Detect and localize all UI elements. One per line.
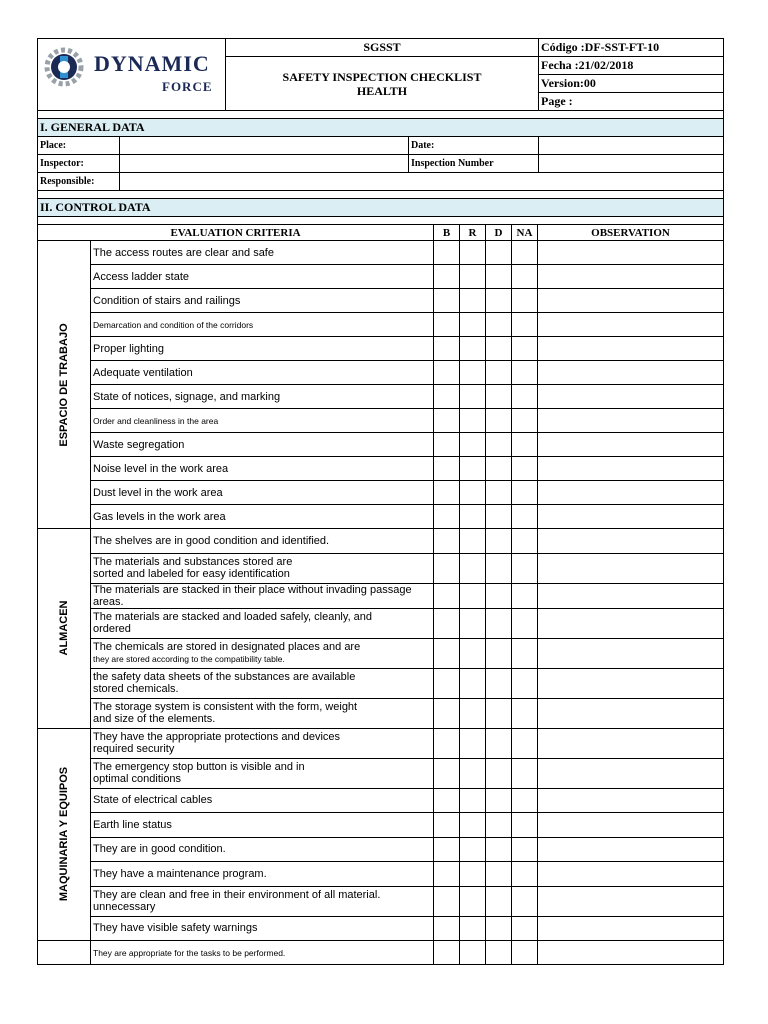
rating-r-cell[interactable] [460, 265, 486, 289]
group-label: MAQUINARIA Y EQUIPOS [58, 767, 70, 902]
criteria-table [37, 224, 724, 965]
rating-b-cell[interactable] [434, 608, 460, 638]
rating-na-cell[interactable] [512, 337, 538, 361]
rating-b-cell[interactable] [434, 788, 460, 813]
col-b-header: B [434, 225, 460, 241]
rating-d-cell[interactable] [486, 698, 512, 728]
rating-b-cell[interactable] [434, 265, 460, 289]
responsible-label: Responsible: [38, 173, 120, 191]
observation-cell[interactable] [538, 385, 724, 409]
observation-cell[interactable] [538, 361, 724, 385]
rating-b-cell[interactable] [434, 361, 460, 385]
rating-na-cell[interactable] [512, 433, 538, 457]
company-logo [38, 39, 226, 111]
document-date: Fecha :21/02/2018 [539, 57, 724, 75]
criteria-text-line: the safety data sheets of the substances are available [93, 671, 356, 683]
criteria-text-line: required security [93, 743, 175, 755]
observation-cell[interactable] [538, 529, 724, 554]
rating-d-cell[interactable] [486, 813, 512, 838]
criteria-text [91, 265, 434, 289]
rating-na-cell[interactable] [512, 505, 538, 529]
criteria-text [91, 385, 434, 409]
criteria-text [91, 289, 434, 313]
rating-d-cell[interactable] [486, 728, 512, 758]
rating-na-cell[interactable] [512, 862, 538, 887]
rating-r-cell[interactable] [460, 505, 486, 529]
criteria-text-line: Demarcation and condition of the corridors [93, 319, 254, 330]
rating-na-cell[interactable] [512, 941, 538, 965]
criteria-row [38, 788, 724, 813]
criteria-text [91, 361, 434, 385]
criteria-text-line: Noise level in the work area [93, 462, 229, 475]
rating-na-cell[interactable] [512, 698, 538, 728]
criteria-row [38, 409, 724, 433]
rating-b-cell[interactable] [434, 813, 460, 838]
criteria-text [91, 813, 434, 838]
col-d-header: D [486, 225, 512, 241]
rating-r-cell[interactable] [460, 553, 486, 583]
rating-b-cell[interactable] [434, 638, 460, 668]
responsible-field[interactable] [120, 173, 724, 191]
rating-na-cell[interactable] [512, 886, 538, 916]
criteria-row [38, 481, 724, 505]
place-label: Place: [38, 137, 120, 155]
criteria-row [38, 837, 724, 862]
observation-cell[interactable] [538, 728, 724, 758]
criteria-text-line: Earth line status [93, 818, 172, 831]
rating-na-cell[interactable] [512, 481, 538, 505]
criteria-row [38, 433, 724, 457]
criteria-text [91, 457, 434, 481]
rating-r-cell[interactable] [460, 385, 486, 409]
document-page: Page : [539, 93, 724, 111]
observation-cell[interactable] [538, 886, 724, 916]
rating-r-cell[interactable] [460, 337, 486, 361]
rating-b-cell[interactable] [434, 668, 460, 698]
rating-r-cell[interactable] [460, 668, 486, 698]
rating-r-cell[interactable] [460, 698, 486, 728]
group-label: ALMACEN [58, 600, 70, 656]
rating-r-cell[interactable] [460, 862, 486, 887]
criteria-text [91, 553, 434, 583]
criteria-text [91, 886, 434, 916]
inspection-number-label: Inspection Number [409, 155, 539, 173]
observation-cell[interactable] [538, 553, 724, 583]
rating-na-cell[interactable] [512, 409, 538, 433]
criteria-text-line: They have a maintenance program. [93, 867, 267, 880]
criteria-text-line: They are clean and free in their environment of all material. [93, 889, 381, 901]
place-field[interactable] [120, 137, 409, 155]
rating-r-cell[interactable] [460, 728, 486, 758]
criteria-text-line: The materials are stacked in their place without invading passage areas. [93, 583, 412, 608]
rating-r-cell[interactable] [460, 313, 486, 337]
rating-d-cell[interactable] [486, 862, 512, 887]
rating-r-cell[interactable] [460, 361, 486, 385]
criteria-row [38, 638, 724, 668]
rating-r-cell[interactable] [460, 289, 486, 313]
rating-d-cell[interactable] [486, 758, 512, 788]
criteria-row [38, 728, 724, 758]
criteria-text-line: they are stored according to the compatibility table. [93, 654, 285, 664]
rating-d-cell[interactable] [486, 361, 512, 385]
rating-b-cell[interactable] [434, 433, 460, 457]
rating-na-cell[interactable] [512, 289, 538, 313]
criteria-text [91, 583, 434, 608]
criteria-row [38, 241, 724, 265]
criteria-row [38, 505, 724, 529]
rating-d-cell[interactable] [486, 313, 512, 337]
criteria-row [38, 862, 724, 887]
rating-d-cell[interactable] [486, 553, 512, 583]
criteria-header: EVALUATION CRITERIA [38, 225, 434, 241]
rating-na-cell[interactable] [512, 758, 538, 788]
criteria-text-line: They are appropriate for the tasks to be performed. [93, 947, 286, 958]
observation-cell[interactable] [538, 608, 724, 638]
observation-cell[interactable] [538, 505, 724, 529]
rating-b-cell[interactable] [434, 583, 460, 608]
rating-d-cell[interactable] [486, 481, 512, 505]
criteria-text [91, 916, 434, 941]
group-label-cell [38, 941, 91, 965]
rating-na-cell[interactable] [512, 265, 538, 289]
general-data-title: I. GENERAL DATA [38, 119, 724, 137]
criteria-row [38, 457, 724, 481]
criteria-text-line: The materials and substances stored are [93, 556, 293, 568]
rating-na-cell[interactable] [512, 385, 538, 409]
logo-subword: FORCE [162, 79, 213, 94]
criteria-row [38, 385, 724, 409]
rating-r-cell[interactable] [460, 788, 486, 813]
criteria-text-line: State of electrical cables [93, 794, 213, 807]
rating-d-cell[interactable] [486, 638, 512, 668]
observation-cell[interactable] [538, 758, 724, 788]
observation-cell[interactable] [538, 837, 724, 862]
rating-na-cell[interactable] [512, 553, 538, 583]
criteria-text [91, 758, 434, 788]
rating-r-cell[interactable] [460, 241, 486, 265]
rating-b-cell[interactable] [434, 337, 460, 361]
observation-cell[interactable] [538, 941, 724, 965]
criteria-text-line: Proper lighting [93, 342, 164, 355]
criteria-text-line: sorted and labeled for easy identification [93, 568, 290, 580]
rating-r-cell[interactable] [460, 916, 486, 941]
rating-b-cell[interactable] [434, 728, 460, 758]
system-name: SGSST [226, 39, 539, 57]
criteria-row [38, 553, 724, 583]
rating-r-cell[interactable] [460, 583, 486, 608]
rating-d-cell[interactable] [486, 505, 512, 529]
rating-r-cell[interactable] [460, 481, 486, 505]
rating-d-cell[interactable] [486, 289, 512, 313]
rating-b-cell[interactable] [434, 457, 460, 481]
criteria-text [91, 698, 434, 728]
rating-b-cell[interactable] [434, 553, 460, 583]
rating-na-cell[interactable] [512, 583, 538, 608]
rating-r-cell[interactable] [460, 813, 486, 838]
criteria-text [91, 862, 434, 887]
criteria-text [91, 941, 434, 965]
rating-d-cell[interactable] [486, 916, 512, 941]
rating-na-cell[interactable] [512, 313, 538, 337]
criteria-text [91, 608, 434, 638]
control-data-title: II. CONTROL DATA [38, 199, 724, 217]
rating-b-cell[interactable] [434, 758, 460, 788]
rating-r-cell[interactable] [460, 457, 486, 481]
rating-r-cell[interactable] [460, 433, 486, 457]
rating-d-cell[interactable] [486, 337, 512, 361]
rating-d-cell[interactable] [486, 265, 512, 289]
col-na-header: NA [512, 225, 538, 241]
criteria-text [91, 638, 434, 668]
rating-b-cell[interactable] [434, 916, 460, 941]
observation-cell[interactable] [538, 289, 724, 313]
observation-cell[interactable] [538, 813, 724, 838]
criteria-text-line: and size of the elements. [93, 713, 216, 725]
criteria-row [38, 361, 724, 385]
criteria-text-line: Condition of stairs and railings [93, 294, 241, 307]
criteria-text-line: Access ladder state [93, 270, 189, 283]
criteria-text-line: Adequate ventilation [93, 366, 193, 379]
rating-na-cell[interactable] [512, 668, 538, 698]
document-code: Código :DF-SST-FT-10 [539, 39, 724, 57]
rating-d-cell[interactable] [486, 241, 512, 265]
criteria-row [38, 289, 724, 313]
criteria-row [38, 941, 724, 965]
observation-cell[interactable] [538, 668, 724, 698]
criteria-text [91, 433, 434, 457]
criteria-text-line: They are in good condition. [93, 843, 226, 856]
rating-b-cell[interactable] [434, 837, 460, 862]
rating-d-cell[interactable] [486, 433, 512, 457]
criteria-text-line: The chemicals are stored in designated places and are [93, 641, 361, 653]
rating-d-cell[interactable] [486, 941, 512, 965]
criteria-text-line: stored chemicals. [93, 683, 179, 695]
group-label: ESPACIO DE TRABAJO [58, 322, 70, 447]
inspection-number-field[interactable] [539, 155, 724, 173]
rating-b-cell[interactable] [434, 241, 460, 265]
group-label-cell [38, 241, 91, 529]
criteria-text [91, 668, 434, 698]
rating-r-cell[interactable] [460, 638, 486, 668]
criteria-text-line: The access routes are clear and safe [93, 246, 274, 259]
criteria-row [38, 668, 724, 698]
observation-cell[interactable] [538, 409, 724, 433]
rating-na-cell[interactable] [512, 788, 538, 813]
criteria-row [38, 608, 724, 638]
criteria-text [91, 241, 434, 265]
criteria-text-line: Gas levels in the work area [93, 510, 226, 523]
rating-b-cell[interactable] [434, 862, 460, 887]
criteria-row [38, 583, 724, 608]
criteria-text [91, 313, 434, 337]
observation-cell[interactable] [538, 241, 724, 265]
group-label-cell [38, 728, 91, 941]
logo-word: DYNAMIC [94, 51, 210, 76]
inspector-field[interactable] [120, 155, 409, 173]
rating-d-cell[interactable] [486, 385, 512, 409]
observation-cell[interactable] [538, 433, 724, 457]
rating-na-cell[interactable] [512, 529, 538, 554]
rating-b-cell[interactable] [434, 481, 460, 505]
rating-na-cell[interactable] [512, 638, 538, 668]
rating-d-cell[interactable] [486, 409, 512, 433]
observation-cell[interactable] [538, 862, 724, 887]
observation-cell[interactable] [538, 916, 724, 941]
rating-d-cell[interactable] [486, 529, 512, 554]
observation-cell[interactable] [538, 788, 724, 813]
general-data-table [37, 110, 724, 225]
criteria-text-line: optimal conditions [93, 773, 182, 785]
criteria-text-line: The shelves are in good condition and identified. [93, 534, 330, 547]
rating-b-cell[interactable] [434, 313, 460, 337]
rating-na-cell[interactable] [512, 837, 538, 862]
criteria-text [91, 337, 434, 361]
observation-cell[interactable] [538, 481, 724, 505]
rating-d-cell[interactable] [486, 886, 512, 916]
rating-d-cell[interactable] [486, 457, 512, 481]
rating-d-cell[interactable] [486, 788, 512, 813]
rating-b-cell[interactable] [434, 698, 460, 728]
criteria-text-line: They have the appropriate protections and devices [93, 731, 341, 743]
criteria-text [91, 728, 434, 758]
rating-r-cell[interactable] [460, 837, 486, 862]
rating-d-cell[interactable] [486, 668, 512, 698]
date-label: Date: [409, 137, 539, 155]
date-field[interactable] [539, 137, 724, 155]
criteria-text [91, 788, 434, 813]
observation-header: OBSERVATION [538, 225, 724, 241]
rating-na-cell[interactable] [512, 608, 538, 638]
observation-cell[interactable] [538, 583, 724, 608]
criteria-row [38, 313, 724, 337]
document-version: Version:00 [539, 75, 724, 93]
rating-r-cell[interactable] [460, 608, 486, 638]
criteria-text-line: Waste segregation [93, 438, 185, 451]
criteria-text [91, 481, 434, 505]
title-line-2: HEALTH [356, 83, 408, 98]
observation-cell[interactable] [538, 457, 724, 481]
criteria-text-line: unnecessary [93, 901, 156, 913]
rating-na-cell[interactable] [512, 457, 538, 481]
criteria-text-line: ordered [93, 623, 131, 635]
rating-d-cell[interactable] [486, 837, 512, 862]
rating-r-cell[interactable] [460, 409, 486, 433]
criteria-text [91, 505, 434, 529]
rating-d-cell[interactable] [486, 608, 512, 638]
criteria-text-line: They have visible safety warnings [93, 922, 258, 935]
criteria-row [38, 916, 724, 941]
rating-na-cell[interactable] [512, 241, 538, 265]
gear-logo-icon [44, 47, 84, 87]
criteria-body [38, 241, 724, 965]
rating-r-cell[interactable] [460, 758, 486, 788]
inspector-label: Inspector: [38, 155, 120, 173]
title-line-1: SAFETY INSPECTION CHECKLIST [282, 69, 482, 84]
criteria-row [38, 337, 724, 361]
rating-b-cell[interactable] [434, 289, 460, 313]
criteria-text-line: State of notices, signage, and marking [93, 390, 281, 403]
observation-cell[interactable] [538, 265, 724, 289]
observation-cell[interactable] [538, 698, 724, 728]
criteria-text-line: Dust level in the work area [93, 486, 223, 499]
criteria-text-line: The materials are stacked and loaded safely, cleanly, and [93, 611, 373, 623]
rating-b-cell[interactable] [434, 529, 460, 554]
rating-b-cell[interactable] [434, 409, 460, 433]
col-r-header: R [460, 225, 486, 241]
rating-b-cell[interactable] [434, 385, 460, 409]
inspection-form [37, 38, 723, 965]
rating-na-cell[interactable] [512, 361, 538, 385]
criteria-text [91, 409, 434, 433]
observation-cell[interactable] [538, 313, 724, 337]
rating-d-cell[interactable] [486, 583, 512, 608]
rating-na-cell[interactable] [512, 813, 538, 838]
rating-r-cell[interactable] [460, 941, 486, 965]
criteria-row [38, 886, 724, 916]
observation-cell[interactable] [538, 337, 724, 361]
criteria-row [38, 813, 724, 838]
rating-b-cell[interactable] [434, 886, 460, 916]
observation-cell[interactable] [538, 638, 724, 668]
criteria-text [91, 837, 434, 862]
criteria-row [38, 265, 724, 289]
rating-na-cell[interactable] [512, 916, 538, 941]
rating-b-cell[interactable] [434, 941, 460, 965]
criteria-text [91, 529, 434, 554]
group-label-cell [38, 529, 91, 729]
criteria-row [38, 529, 724, 554]
criteria-row [38, 758, 724, 788]
rating-r-cell[interactable] [460, 886, 486, 916]
criteria-text-line: The storage system is consistent with the form, weight [93, 701, 358, 713]
header-table [37, 38, 724, 111]
criteria-text-line: Order and cleanliness in the area [93, 415, 219, 426]
rating-b-cell[interactable] [434, 505, 460, 529]
criteria-text-line: The emergency stop button is visible and in [93, 761, 305, 773]
criteria-row [38, 698, 724, 728]
rating-na-cell[interactable] [512, 728, 538, 758]
rating-r-cell[interactable] [460, 529, 486, 554]
document-title [226, 57, 539, 111]
